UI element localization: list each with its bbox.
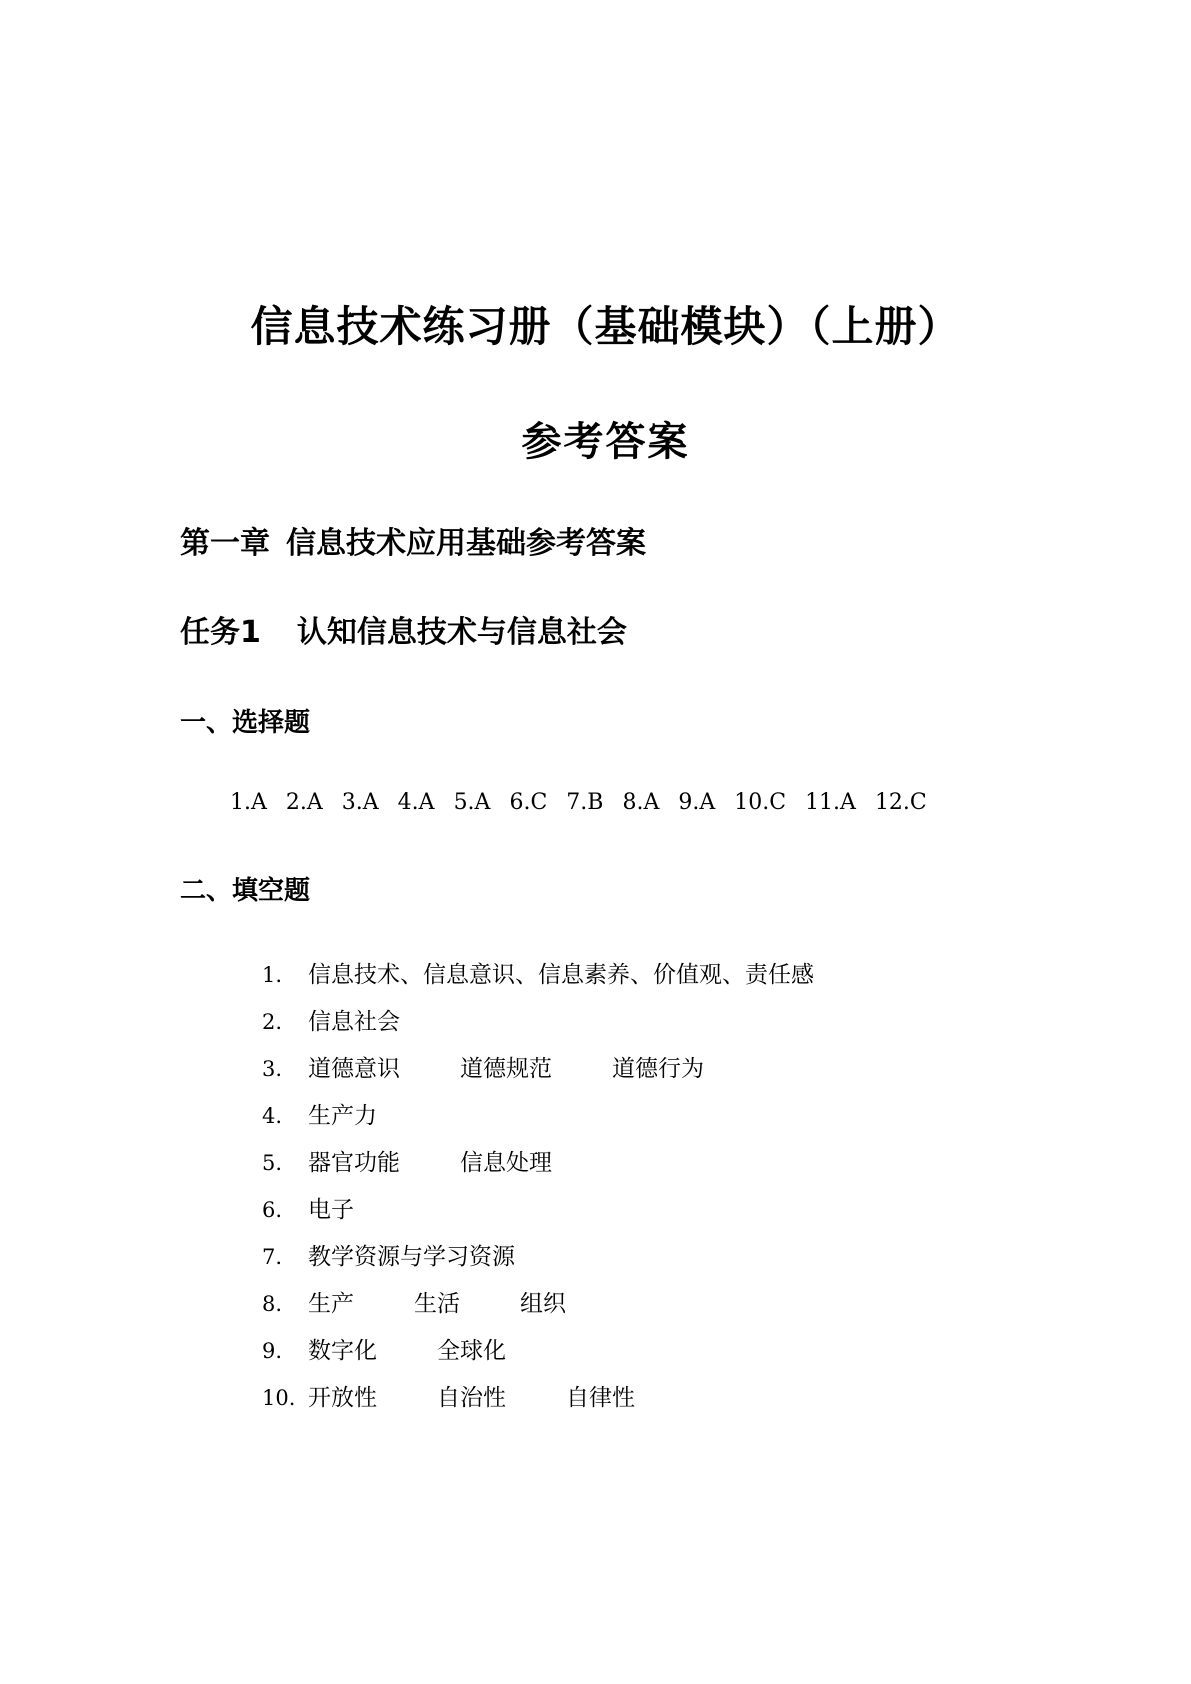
item-number: 6. (262, 1198, 283, 1222)
answer-text: 信息社会 (308, 1009, 400, 1035)
answer-text: 生产 (308, 1291, 354, 1317)
document-subtitle: 参考答案 (521, 419, 690, 465)
answer-text: 开放性 (308, 1385, 377, 1411)
fill-answer-item (262, 1187, 814, 1234)
answer-text: 组织 (520, 1291, 566, 1317)
item-number: 7. (262, 1245, 283, 1269)
choice-answer: 2.A (285, 790, 323, 815)
choice-answer: 3.A (341, 790, 379, 815)
fill-answer-item (262, 999, 814, 1046)
task-number: 任务1 (180, 615, 261, 650)
choice-answer: 5.A (453, 790, 491, 815)
item-number: 3. (262, 1057, 283, 1081)
section-heading-choice: 一、选择题 (180, 708, 311, 738)
fill-answer-item (262, 1234, 814, 1281)
fill-answer-item (262, 1328, 814, 1375)
document-title: 信息技术练习册（基础模块）（上册） (250, 302, 961, 351)
answer-text: 生活 (414, 1291, 460, 1317)
item-number: 2. (262, 1010, 283, 1034)
section-heading-fill: 二、填空题 (180, 876, 311, 906)
choice-answer: 10.C (734, 790, 787, 815)
task-heading (180, 607, 627, 651)
task-title: 认知信息技术与信息社会 (296, 615, 627, 650)
choice-answer: 9.A (678, 790, 716, 815)
fill-answer-item (262, 1093, 814, 1140)
answer-text: 信息处理 (460, 1150, 552, 1176)
answer-text: 数字化 (308, 1338, 377, 1364)
fill-answer-item (262, 1281, 814, 1328)
choice-answer: 6.C (509, 790, 548, 815)
answer-text: 道德规范 (460, 1056, 552, 1082)
chapter-number: 第一章 (180, 526, 270, 561)
item-number: 4. (262, 1104, 283, 1128)
item-number: 8. (262, 1292, 283, 1316)
answer-text: 自律性 (566, 1385, 635, 1411)
choice-answer: 12.C (874, 790, 927, 815)
fill-answer-list (262, 952, 814, 1422)
choice-answer: 4.A (397, 790, 435, 815)
choice-answers (230, 790, 939, 815)
choice-answer: 1.A (230, 790, 267, 815)
fill-answer-item (262, 1375, 814, 1422)
answer-text: 信息技术、信息意识、信息素养、价值观、责任感 (308, 962, 814, 988)
answer-text: 电子 (308, 1197, 354, 1223)
choice-answer: 8.A (622, 790, 660, 815)
answer-text: 道德意识 (308, 1056, 400, 1082)
chapter-title: 信息技术应用基础参考答案 (286, 526, 646, 561)
answer-text: 教学资源与学习资源 (308, 1244, 515, 1270)
item-number: 10. (262, 1386, 296, 1410)
chapter-heading (180, 518, 646, 562)
choice-answer: 11.A (805, 790, 856, 815)
fill-answer-item (262, 1046, 814, 1093)
item-number: 5. (262, 1151, 283, 1175)
fill-answer-item (262, 1140, 814, 1187)
choice-answer: 7.B (566, 790, 604, 815)
answer-text: 自治性 (437, 1385, 506, 1411)
item-number: 1. (262, 963, 283, 987)
answer-text: 全球化 (437, 1338, 506, 1364)
item-number: 9. (262, 1339, 283, 1363)
answer-text: 道德行为 (612, 1056, 704, 1082)
answer-text: 器官功能 (308, 1150, 400, 1176)
fill-answer-item (262, 952, 814, 999)
answer-text: 生产力 (308, 1103, 377, 1129)
